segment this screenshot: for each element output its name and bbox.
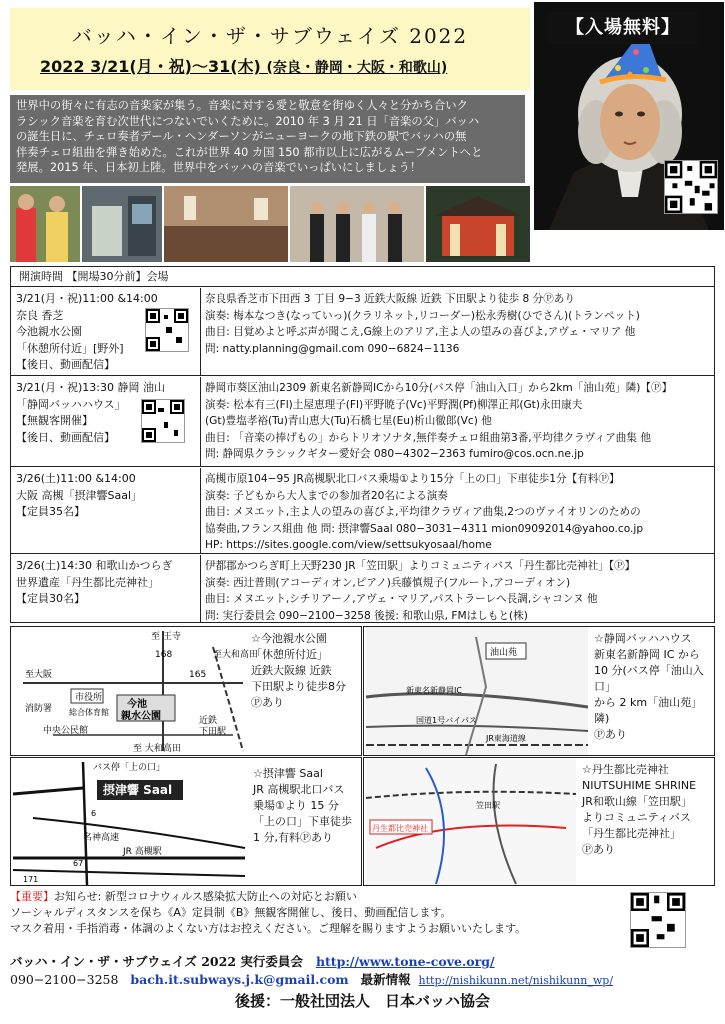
- map-note-shizuoka: [594, 631, 714, 743]
- shizuoka-map-drawing: [366, 627, 588, 755]
- website-link[interactable]: http://www.tone-cove.org/: [315, 954, 495, 969]
- event-program: 曲目: 「音楽の捧げもの」からトリオソナタ,無伴奏チェロ組曲第3番,平均律クラヴィア曲集 他: [205, 431, 651, 444]
- map-note-line: Ⓟあり: [251, 696, 284, 709]
- osaka-map-drawing: [13, 758, 245, 885]
- event-homepage[interactable]: HP: https://sites.google.com/view/settsukyosaal/home: [205, 539, 492, 551]
- map-shizuoka: [363, 626, 715, 756]
- event-contact: 問: 実行委員会 090−2100−3258 後援: 和歌山県, FMはしもと(株): [205, 609, 528, 622]
- map-label: 消防署: [25, 704, 53, 714]
- map-label: 近鉄: [199, 716, 218, 726]
- map-note-line: ☆静岡バッハハウス: [594, 632, 692, 645]
- map-label: 市役所: [75, 693, 103, 703]
- qr-code-shizuoka[interactable]: [141, 399, 185, 443]
- event-note: 【後日、動画配信】: [16, 358, 115, 371]
- qr-code-footer[interactable]: [630, 892, 686, 948]
- photo-strip: [10, 186, 530, 262]
- map-label: 摂津響 Saal: [103, 783, 173, 797]
- event-date: 3/26(土)11:00 &14:00: [16, 472, 136, 485]
- event-row-osaka: [11, 468, 714, 554]
- map-label: 名神高速: [83, 833, 120, 843]
- map-label: バス停「上の口」: [93, 763, 166, 773]
- latest-info-label: 最新情報: [360, 972, 411, 987]
- event-venue: 大阪 高槻「摂津響Saal」: [16, 488, 143, 502]
- map-note-line: JR和歌山線「笠田駅」: [582, 795, 692, 808]
- subway-photo: [82, 186, 162, 262]
- map-label: 今池: [127, 699, 147, 710]
- photo-performers-outdoor: [10, 186, 80, 262]
- intro-line: の誕生日に、チェロ奏者デール・ヘンダーソンがニューヨークの地下鉄の駅でバッハの無: [16, 130, 467, 143]
- event-venue: 「静岡バッハハウス」: [16, 397, 126, 411]
- map-label: 総合体育館: [69, 708, 109, 717]
- map-label: 168: [155, 650, 173, 660]
- map-label: 親水公園: [121, 711, 161, 722]
- schedule-header: 開演時間 【開場30分前】会場: [11, 267, 714, 287]
- maps-section: [10, 626, 715, 886]
- qr-icon: [665, 161, 717, 213]
- event-contact[interactable]: 問: 静岡県クラシックギター愛好会 080−4302−2363 fumiro@cos.ocn.ne.jp: [205, 448, 584, 460]
- map-note-line: 「休憩所付近」: [251, 648, 328, 661]
- intro-line: 発展。2015 年、日本初上陸。世界中をバッハの音楽でいっぱいにしましょう！: [16, 161, 422, 174]
- event-date: 3/21(月・祝)11:00 &14:00: [16, 292, 158, 305]
- schedule-table: [10, 266, 715, 623]
- nara-map-drawing: [13, 627, 259, 755]
- event-row-shizuoka: [11, 377, 714, 467]
- map-note-line: よりコミュニティバス: [582, 811, 691, 824]
- event-details: [201, 468, 714, 553]
- event-program: 曲目: メヌエット,シチリアーノ,アヴェ・マリア,パストラーレへ長調,シャコンヌ 他: [205, 593, 598, 605]
- notice-line: [10, 889, 620, 905]
- event-program: 曲目: 目覚めよと呼ぶ声が聞こえ,G線上のアリア,主よ人の望みの喜びよ,アヴェ・マリア 他: [205, 326, 636, 338]
- hall-photo: [164, 186, 288, 262]
- event-program-cont[interactable]: 協奏曲,フランス組曲 他 問: 摂津響Saal 080−3031−4311 mion09092014@yahoo.co.jp: [205, 522, 644, 535]
- map-label: JR 高槻駅: [123, 847, 162, 857]
- sponsor-line: 後援：一般社団法人 日本バッハ協会: [234, 992, 490, 1010]
- event-details: [201, 377, 714, 466]
- event-venue: 今池親水公園: [16, 325, 82, 338]
- notice-line: ソーシャルディスタンスを保ち《A》定員制《B》無観客開催し、後日、動画配信します。: [10, 906, 452, 919]
- event-address: 伊都郡かつらぎ町上天野230 JR「笠田駅」よりコミュニティバス「丹生都比売神社」【Ⓟ】: [205, 560, 636, 572]
- map-note-line: 近鉄大阪線 近鉄: [251, 664, 332, 677]
- photo-hall: [164, 186, 288, 262]
- map-note-line: NIUTSUHIME SHRINE: [582, 779, 697, 792]
- notice-label: 【重要】: [10, 890, 54, 903]
- intro-line: 伴奏チェロ組曲を弾き始めた。これが世界 40 カ国 150 都市以上に広がるムーブメントへと: [16, 145, 483, 159]
- committee-line: [10, 952, 715, 970]
- event-program: 曲目: メヌエット,主よ人の望みの喜びよ,平均律クラヴィア曲集,2つのヴァイオリンのための: [205, 506, 641, 518]
- map-label: 中央公民館: [43, 726, 89, 736]
- free-admission-badge: 【入場無料】: [548, 12, 698, 44]
- photo-group: [290, 186, 424, 262]
- latest-info-link[interactable]: http://nishikunn.net/nishikunn_wp/: [418, 974, 614, 987]
- photo-subway: [82, 186, 162, 262]
- map-note-line: ☆丹生都比売神社: [582, 763, 669, 776]
- event-address: 高槻市原104−95 JR高槻駅北口バス乗場①より15分「上の口」下車徒歩1分【有料Ⓟ】: [205, 473, 620, 485]
- map-note-line: Ⓟあり: [582, 843, 615, 856]
- event-dates: [40, 54, 520, 77]
- map-nara: [10, 626, 362, 756]
- contact-line: [10, 970, 715, 988]
- intro-text: [10, 95, 525, 183]
- map-label: 至 大和高田: [133, 744, 181, 754]
- cities: (奈良・静岡・大阪・和歌山): [266, 60, 448, 76]
- map-note-line: Ⓟあり: [594, 728, 627, 741]
- map-note-nara: [251, 631, 346, 711]
- phone-number: 090−2100−3258: [10, 972, 119, 987]
- email-address[interactable]: bach.it.subways.j.k@gmail.com: [130, 972, 349, 987]
- qr-icon: [146, 309, 188, 351]
- event-contact[interactable]: 問: natty.planning@gmail.com 090−6824−1136: [205, 342, 460, 355]
- event-header: [10, 8, 530, 90]
- event-spot: 「休憩所付近」[野外]: [16, 341, 124, 355]
- map-label: 油山苑: [490, 648, 518, 658]
- event-title: バッハ・イン・ザ・サブウェイズ 2022: [71, 24, 469, 48]
- map-note-line: 新東名新静岡 IC から: [594, 648, 700, 661]
- map-note-line: 1 分,有料Ⓟあり: [253, 831, 333, 844]
- qr-code-nara[interactable]: [145, 308, 189, 352]
- map-note-wakayama: [582, 762, 696, 858]
- map-note-line: 「丹生都比売神社」: [582, 827, 681, 840]
- map-label: 至 王寺: [151, 632, 181, 642]
- event-place: 奈良 香芝: [16, 308, 64, 322]
- performers-photo: [10, 186, 80, 262]
- qr-code-main[interactable]: [664, 160, 718, 214]
- intro-line: ラシック音楽を育む次世代につないでいくために。2010 年 3 月 21 日「音楽の父」バッハ: [16, 114, 480, 128]
- map-label: 至大阪: [25, 670, 53, 680]
- map-osaka: [10, 757, 362, 886]
- event-details: [201, 288, 714, 375]
- map-label: JR東海道線: [486, 734, 526, 743]
- map-note-line: ☆今池親水公園: [251, 632, 327, 645]
- map-note-line: 乗場①より 15 分: [253, 799, 339, 812]
- event-row-wakayama: [11, 555, 714, 623]
- notice-text: お知らせ: 新型コロナウィルス感染拡大防止への対応とお願い: [54, 890, 357, 903]
- event-note: 【後日、動画配信】: [16, 430, 115, 444]
- map-label: 171: [23, 875, 39, 884]
- event-performers-cont: (Gt)豊塩孝裕(Tu)青山恵大(Tu)石橋七星(Eu)析山徹郎(Vc) 他: [205, 415, 492, 427]
- map-label: 笠田駅: [476, 801, 500, 810]
- qr-icon: [631, 893, 685, 947]
- event-performers: 演奏: 梅本なつき(なっていっ)(クラリネット,リコーダー)松永秀樹(ひでさん)(トランペット): [205, 309, 640, 322]
- event-note: 【無観客開催】: [16, 414, 93, 427]
- map-note-osaka: [253, 766, 352, 846]
- map-label: 国道1号バイパス: [416, 716, 477, 725]
- notice-line: マスク着用・手指消毒・体調のよくない方はお控えください。ご理解を賜りますようお願いいたします。: [10, 922, 527, 935]
- shrine-photo: [426, 186, 530, 262]
- event-performers: 演奏: 松本有三(Fl)土屋恵理子(Fl)平野暁子(Vc)平野潤(Pf)柳澤正邦(Gt)永田康夫: [205, 398, 583, 411]
- event-info: [11, 555, 201, 623]
- photo-shrine: [426, 186, 530, 262]
- map-note-line: から 2 km「油山苑」隣): [594, 696, 703, 725]
- important-notice: [10, 889, 620, 949]
- event-address: 奈良県香芝市下田西 3 丁目 9−3 近鉄大阪線 近鉄 下田駅より徒歩 8 分Ⓟあり: [205, 293, 575, 305]
- map-note-line: ☆摂津響 Saal: [253, 767, 323, 780]
- event-info: [11, 468, 201, 553]
- event-details: [201, 555, 714, 623]
- event-capacity: 【定員30名】: [16, 592, 85, 605]
- event-address: 静岡市葵区油山2309 新東名新静岡ICから10分(バス停「油山入口」から2km「油山苑」隣)【Ⓟ】: [205, 382, 673, 394]
- map-note-line: 「上の口」下車徒歩: [253, 815, 352, 828]
- event-row-nara: [11, 288, 714, 376]
- map-label: 至大和高田: [213, 650, 259, 660]
- event-venue: 世界遺産「丹生都比売神社」: [16, 575, 159, 589]
- committee-name: バッハ・イン・ザ・サブウェイズ 2022 実行委員会: [10, 954, 303, 969]
- map-label: 下田駅: [199, 727, 227, 737]
- event-date: 3/26(土)14:30 和歌山かつらぎ: [16, 559, 173, 572]
- map-note-line: 下田駅より徒歩8分: [251, 680, 346, 693]
- map-wakayama: [363, 757, 715, 886]
- map-note-line: 10 分(バス停「油山入口」: [594, 664, 704, 693]
- map-note-line: JR 高槻駅北口バス: [253, 783, 345, 796]
- event-performers: 演奏: 西辻普則(アコーディオン,ピアノ)兵藤慎規子(フルート,アコーディオン): [205, 576, 571, 589]
- map-label: 丹生都比売神社: [372, 824, 428, 833]
- wakayama-map-drawing: [366, 758, 576, 885]
- event-performers: 演奏: 子どもから大人までの参加者20名による演奏: [205, 489, 448, 502]
- group-photo: [290, 186, 424, 262]
- qr-icon: [142, 400, 184, 442]
- event-capacity: 【定員35名】: [16, 505, 85, 518]
- map-label: 165: [189, 670, 207, 680]
- map-label: 新東名新静岡IC: [406, 686, 462, 695]
- intro-line: 世界中の街々に有志の音楽家が集う。音楽に対する愛と敬意を街ゆく人々と分かち合いク: [16, 99, 468, 112]
- event-date: 3/21(月・祝)13:30 静岡 油山: [16, 381, 165, 394]
- map-label: 67: [73, 859, 84, 868]
- map-label: 6: [91, 809, 97, 818]
- date-range: 2022 3/21(月・祝)～31(木): [40, 57, 261, 76]
